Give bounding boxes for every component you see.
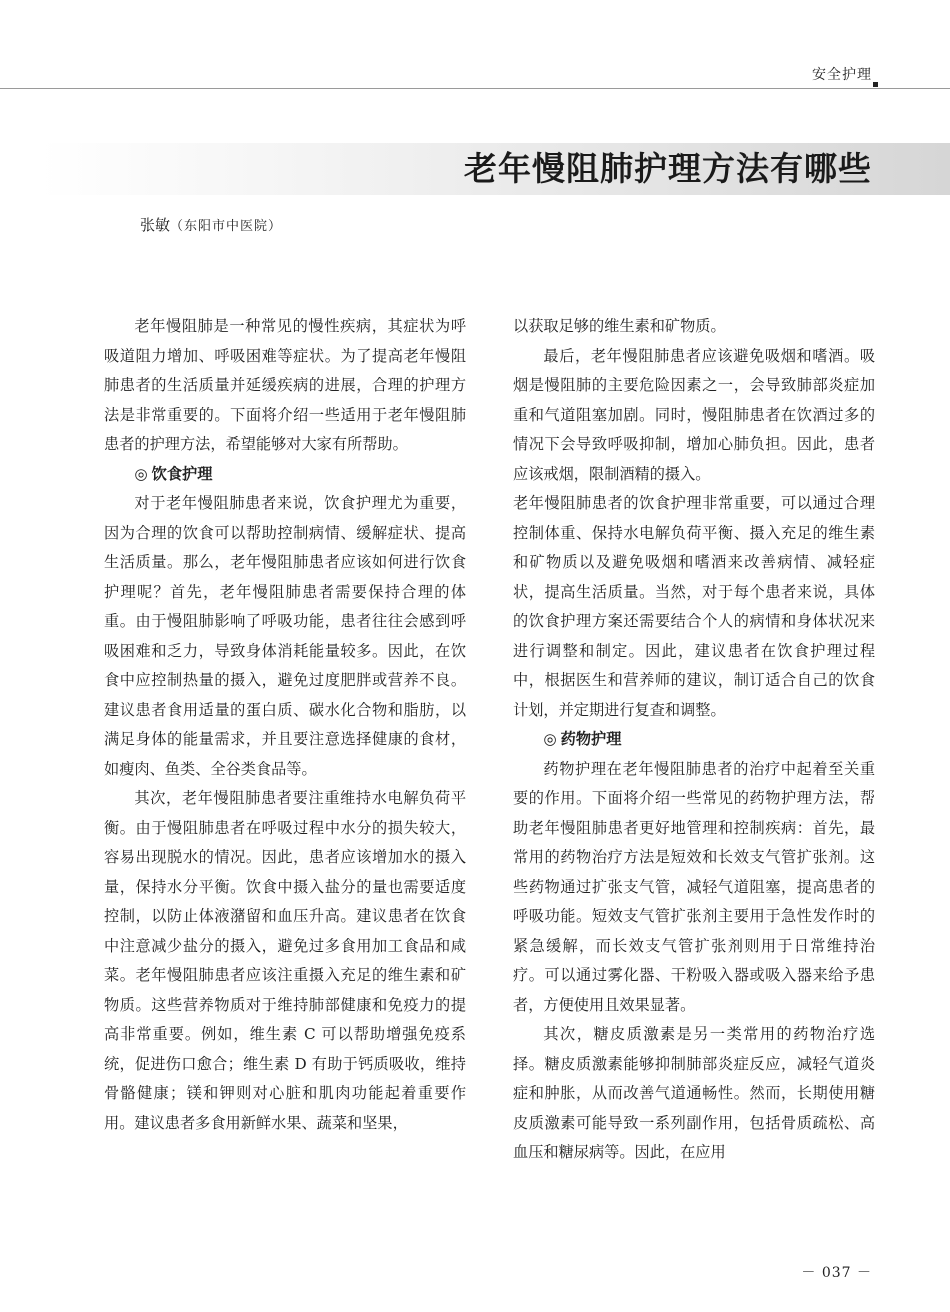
heading-bullet-icon: ◎ (543, 730, 557, 748)
body-paragraph: 药物护理在老年慢阻肺患者的治疗中起着至关重要的作用。下面将介绍一些常见的药物护理方法，帮助老年慢阻肺患者更好地管理和控制疾病：首先，最常用的药物治疗方法是短效和长效支气管扩张剂。这些药物通过扩张支气管，减轻气道阻塞，提高患者的呼吸功能。短效支气管扩张剂主要用于急性发作时的紧急缓解，而长效支气管扩张剂则用于日常维持治疗。可以通过雾化器、干粉吸入器或吸入器来给予患者，方便使用且效果显著。 (513, 759, 875, 1014)
section-heading (104, 460, 466, 490)
section-heading-text: 药物护理 (560, 730, 622, 748)
body-paragraph: 最后，老年慢阻肺患者应该避免吸烟和嗜酒。吸烟是慢阻肺的主要危险因素之一，会导致肺部炎症加重和气道阻塞加剧。同时，慢阻肺患者在饮酒过多的情况下会导致呼吸抑制，增加心肺负担。因此，患者应该戒烟，限制酒精的摄入。 (513, 346, 875, 483)
header-rule (0, 88, 950, 89)
section-header: 安全护理 (812, 67, 872, 83)
body-paragraph: 其次，糖皮质激素是另一类常用的药物治疗选择。糖皮质激素能够抑制肺部炎症反应，减轻气道炎症和肿胀，从而改善气道通畅性。然而，长期使用糖皮质激素可能导致一系列副作用，包括骨质疏松、高血压和糖尿病等。因此，在应用 (513, 1025, 875, 1161)
author-line (140, 214, 282, 235)
author-name: 张敏 (140, 216, 171, 234)
heading-bullet-icon: ◎ (134, 464, 148, 483)
body-paragraph: 对于老年慢阻肺患者来说，饮食护理尤为重要，因为合理的饮食可以帮助控制病情、缓解症状、提高生活质量。那么，老年慢阻肺患者应该如何进行饮食护理呢？首先，老年慢阻肺患者需要保持合理的体重。由于慢阻肺影响了呼吸功能，患者往往会感到呼吸困难和乏力，导致身体消耗能量较多。因此，在饮食中应控制热量的摄入，避免过度肥胖或营养不良。建议患者食用适量的蛋白质、碳水化合物和脂肪，以满足身体的能量需求，并且要注意选择健康的食材，如瘦肉、鱼类、全谷类食品等。 (104, 494, 466, 778)
left-column (104, 312, 466, 1138)
section-heading-text: 饮食护理 (151, 464, 213, 483)
body-paragraph: 老年慢阻肺患者的饮食护理非常重要，可以通过合理控制体重、保持水电解负荷平衡、摄入充足的维生素和矿物质以及避免吸烟和嗜酒来改善病情、减轻症状，提高生活质量。当然，对于每个患者来说，具体的饮食护理方案还需要结合个人的病情和身体状况来进行调整和制定。因此，建议患者在饮食护理过程中，根据医生和营养师的建议，制订适合自己的饮食计划，并定期进行复查和调整。 (513, 494, 875, 719)
right-column (513, 312, 875, 1168)
body-paragraph: 以获取足够的维生素和矿物质。 (513, 317, 726, 335)
section-heading (513, 725, 875, 755)
section-marker-square (873, 82, 878, 87)
author-affiliation: （东阳市中医院） (170, 219, 283, 234)
body-paragraph: 其次，老年慢阻肺患者要注重维持水电解负荷平衡。由于慢阻肺患者在呼吸过程中水分的损失较大，容易出现脱水的情况。因此，患者应该增加水的摄入量，保持水分平衡。饮食中摄入盐分的量也需要适度控制，以防止体液潴留和血压升高。建议患者在饮食中注意减少盐分的摄入，避免过多食用加工食品和咸菜。老年慢阻肺患者应该注重摄入充足的维生素和矿物质。这些营养物质对于维持肺部健康和免疫力的提高非常重要。例如，维生素 C 可以帮助增强免疫系统，促进伤口愈合；维生素 D 有助于钙质吸收，维持骨骼健康；镁和钾则对心脏和肌肉功能起着重要作用。建议患者多食用新鲜水果、蔬菜和坚果， (104, 789, 466, 1132)
article-title: 老年慢阻肺护理方法有哪些 (464, 149, 872, 188)
page-number: － 037 － (801, 1265, 872, 1281)
body-paragraph: 老年慢阻肺是一种常见的慢性疾病，其症状为呼吸道阻力增加、呼吸困难等症状。为了提高老年慢阻肺患者的生活质量并延缓疾病的进展，合理的护理方法是非常重要的。下面将介绍一些适用于老年慢阻肺患者的护理方法，希望能够对大家有所帮助。 (104, 317, 466, 453)
